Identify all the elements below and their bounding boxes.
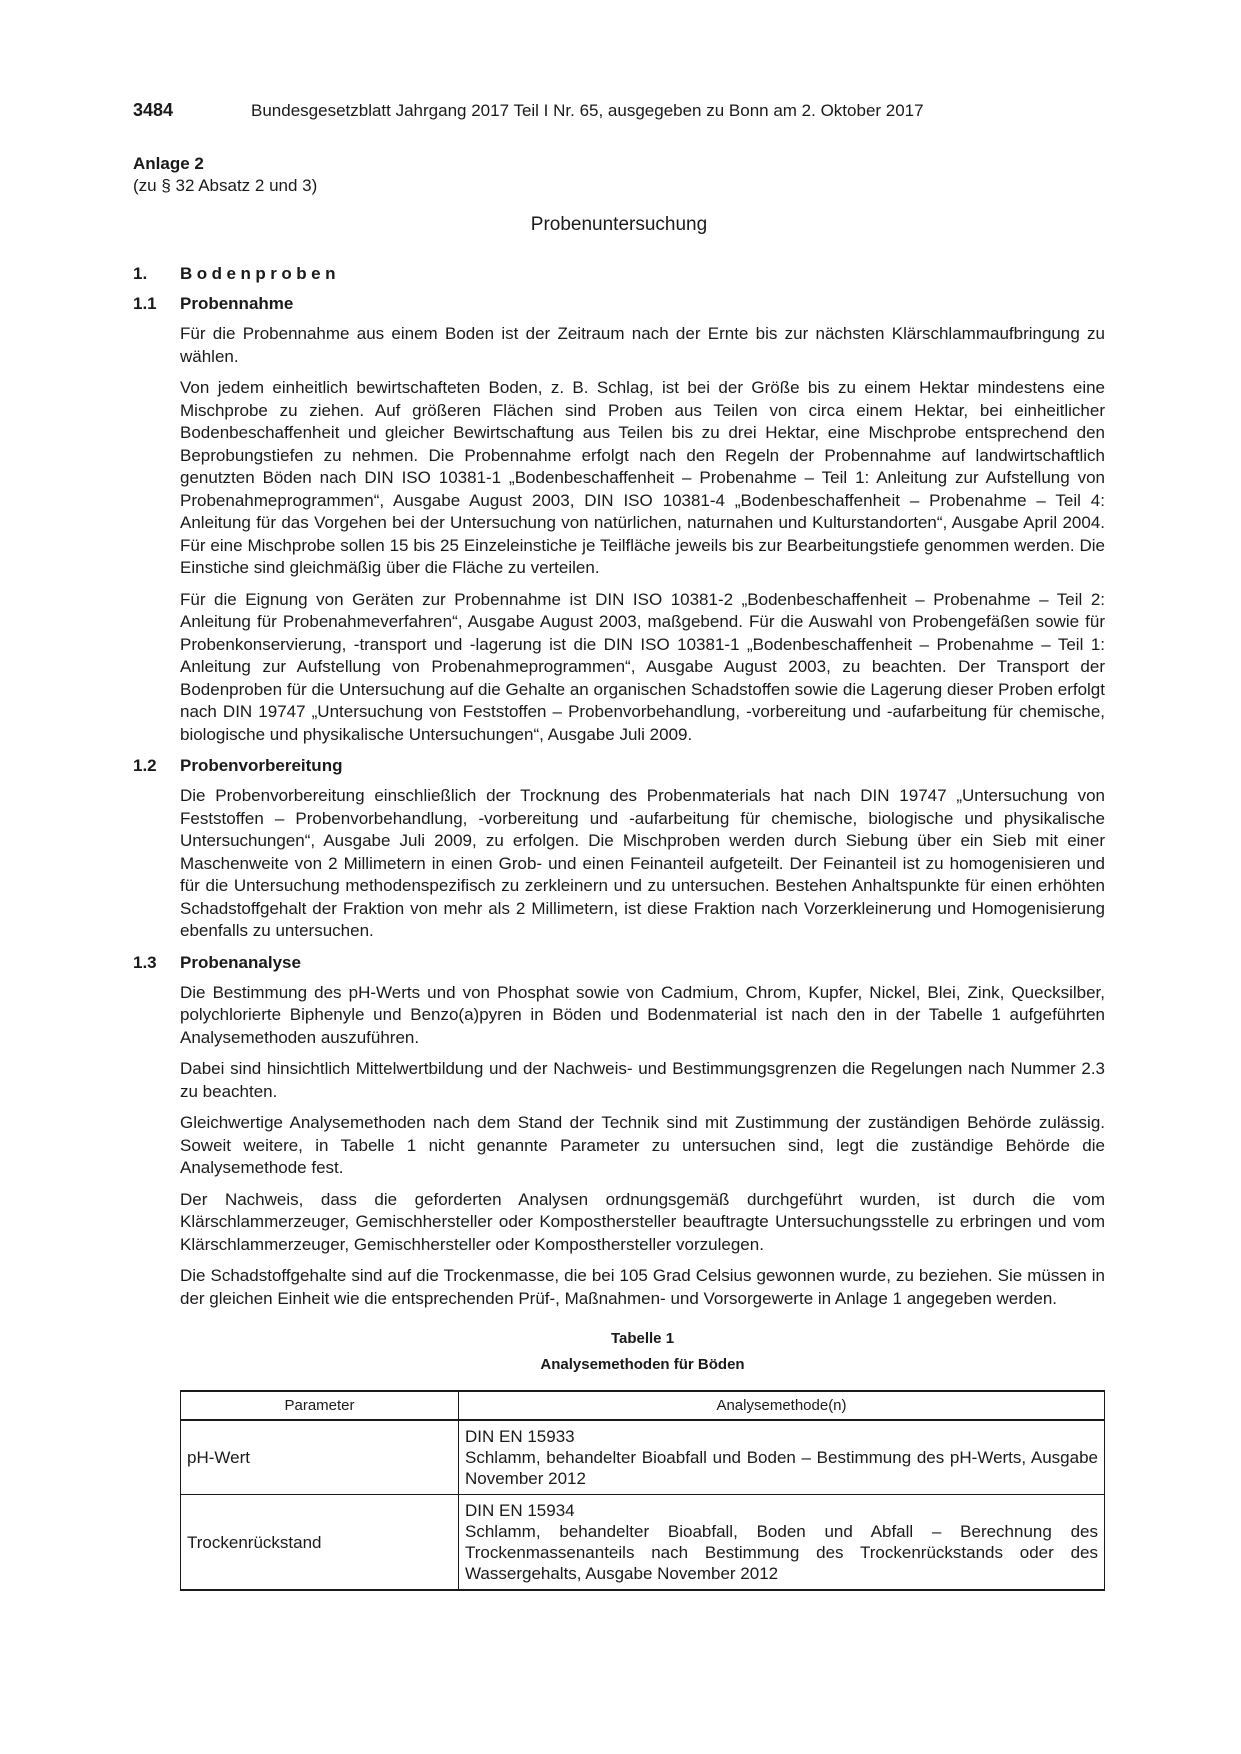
- section-title: Probenvorbereitung: [180, 756, 343, 775]
- paragraph: Gleichwertige Analysemethoden nach dem Stand der Technik sind mit Zustimmung der zuständigen Behörde zulässig. Soweit weitere, in Tabelle 1 nicht genannte Parameter zu untersuchen sind, legt die zuständige Behörde die Analysemethode fest.: [180, 1113, 1105, 1177]
- method-standard: DIN EN 15934: [465, 1501, 575, 1520]
- method-cell: [459, 1495, 1105, 1591]
- section-heading-1-2: [133, 755, 1105, 777]
- parameter-cell: pH-Wert: [181, 1420, 459, 1495]
- paragraph: Der Nachweis, dass die geforderten Analysen ordnungsgemäß durchgeführt wurden, ist durch die vom Klärschlammerzeuger, Gemischhersteller oder Komposthersteller beauftragte Untersuchungsstelle zu erbringen und vom Klärschlammerzeuger, Gemischhersteller oder Komposthersteller vorzulegen.: [180, 1189, 1105, 1254]
- section-number: 1.1: [133, 294, 157, 313]
- document-body: [133, 263, 1105, 1591]
- paragraph: Dabei sind hinsichtlich Mittelwertbildung und der Nachweis- und Bestimmungsgrenzen die Regelungen nach Nummer 2.3 zu beachten.: [180, 1059, 1105, 1101]
- annex-block: [133, 153, 317, 197]
- column-header-method: Analysemethode(n): [459, 1391, 1105, 1420]
- running-head: Bundesgesetzblatt Jahrgang 2017 Teil I Nr. 65, ausgegeben zu Bonn am 2. Oktober 2017: [251, 101, 924, 120]
- section-number: 1.3: [133, 952, 157, 972]
- section-number: 1.2: [133, 756, 157, 775]
- method-cell: [459, 1420, 1105, 1495]
- section-title: Bodenproben: [180, 264, 340, 283]
- method-description: Schlamm, behandelter Bioabfall, Boden und Abfall – Berechnung des Trockenmassenanteils nach Bestimmung des Trockenrückstands oder des Wassergehalts, Ausgabe November 2012: [465, 1522, 1098, 1583]
- document-title: Probenuntersuchung: [530, 214, 708, 235]
- parameter-cell: Trockenrückstand: [181, 1495, 459, 1591]
- section-number: 1.: [133, 264, 148, 283]
- paragraph: Die Bestimmung des pH-Werts und von Phosphat sowie von Cadmium, Chrom, Kupfer, Nickel, Blei, Zink, Quecksilber, polychlorierte Biphenyle und Benzo(a)pyren in Böden und Bodenmaterial ist nach den in der Tabelle 1 aufgeführten Analysemethoden auszuführen.: [180, 982, 1105, 1047]
- page-header: [133, 100, 1113, 124]
- annex-title: Anlage 2: [133, 154, 204, 173]
- table-header-row: [181, 1391, 1105, 1420]
- paragraph: Die Probenvorbereitung einschließlich der Trocknung des Probenmaterials hat nach DIN 19747 „Untersuchung von Feststoffen – Probenvorbehandlung, -vorbereitung und -aufarbeitung für chemische, biologische und physikalische Untersuchungen“, Ausgabe Juli 2009, zu erfolgen. Die Mischproben werden durch Siebung über ein Sieb mit einer Maschenweite von 2 Millimetern in einen Grob- und einen Feinanteil aufgeteilt. Der Feinanteil ist zu homogenisieren und für die Untersuchung methodenspezifisch zu zerkleinern und zu untersuchen. Bestehen Anhaltspunkte für einen erhöhten Schadstoffgehalt der Fraktion von mehr als 2 Millimetern, ist diese Fraktion nach Vorzerkleinerung und Homogenisierung ebenfalls zu untersuchen.: [180, 786, 1105, 940]
- section-title: Probennahme: [180, 294, 294, 313]
- analysis-methods-table: [180, 1390, 1105, 1591]
- section-heading-1: [133, 263, 1105, 285]
- section-heading-1-3: [133, 952, 1105, 974]
- method-description: Schlamm, behandelter Bioabfall und Boden – Bestimmung des pH-Werts, Ausgabe November 2012: [465, 1448, 1098, 1488]
- paragraph: Für die Eignung von Geräten zur Probennahme ist DIN ISO 10381-2 „Bodenbeschaffenheit – Probenahme – Teil 2: Anleitung für Probenahmeverfahren“, Ausgabe August 2003, maßgebend. Für die Auswahl von Probengefäßen sowie für Probenkonservierung, -transport und -lagerung ist die DIN ISO 10381-1 „Bodenbeschaffenheit – Probenahme – Teil 1: Anleitung zur Aufstellung von Probenahmeprogrammen“, Ausgabe August 2003, zu beachten. Der Transport der Bodenproben für die Untersuchung auf die Gehalte an organischen Schadstoffen sowie die Lagerung dieser Proben erfolgt nach DIN 19747 „Untersuchung von Feststoffen – Probenvorbehandlung, -vorbereitung und -aufarbeitung für chemische, biologische und physikalische Untersuchungen“, Ausgabe Juli 2009.: [180, 589, 1105, 744]
- column-header-parameter: Parameter: [181, 1391, 459, 1420]
- paragraph: Für die Probennahme aus einem Boden ist der Zeitraum nach der Ernte bis zur nächsten Klärschlammaufbringung zu wählen.: [180, 324, 1105, 366]
- table-caption: Tabelle 1: [610, 1330, 675, 1347]
- section-title: Probenanalyse: [180, 952, 301, 972]
- paragraph: Die Schadstoffgehalte sind auf die Trockenmasse, die bei 105 Grad Celsius gewonnen wurde, zu beziehen. Sie müssen in der gleichen Einheit wie die entsprechenden Prüf-, Maßnahmen- und Vorsorgewerte in Anlage 1 angegeben werden.: [180, 1266, 1105, 1308]
- table-subcaption: Analysemethoden für Böden: [540, 1356, 745, 1373]
- page-number: 3484: [133, 100, 174, 120]
- annex-reference: (zu § 32 Absatz 2 und 3): [133, 176, 318, 195]
- table-row: [181, 1495, 1105, 1591]
- method-standard: DIN EN 15933: [465, 1427, 575, 1446]
- table-row: [181, 1420, 1105, 1495]
- paragraph: Von jedem einheitlich bewirtschafteten Boden, z. B. Schlag, ist bei der Größe bis zu einem Hektar mindestens eine Mischprobe zu ziehen. Auf größeren Flächen sind Proben aus Teilen von circa einem Hektar, bei einheitlicher Bodenbeschaffenheit und gleicher Bewirtschaftung aus Teilen bis zu drei Hektar, eine Mischprobe entsprechend den Beprobungstiefen zu nehmen. Die Probennahme erfolgt nach den Regeln der Probennahme auf landwirtschaftlich genutzten Böden nach DIN ISO 10381-1 „Bodenbeschaffenheit – Probenahme – Teil 1: Anleitung zur Aufstellung von Probenahmeprogrammen“, Ausgabe August 2003, DIN ISO 10381-4 „Bodenbeschaffenheit – Probenahme – Teil 4: Anleitung für das Vorgehen bei der Untersuchung von natürlichen, naturnahen und Kulturstandorten“, Ausgabe April 2004. Für eine Mischprobe sollen 15 bis 25 Einzeleinstiche je Teilfläche jeweils bis zur Bearbeitungstiefe genommen werden. Die Einstiche sind gleichmäßig über die Fläche zu verteilen.: [180, 378, 1105, 577]
- section-heading-1-1: [133, 293, 1105, 315]
